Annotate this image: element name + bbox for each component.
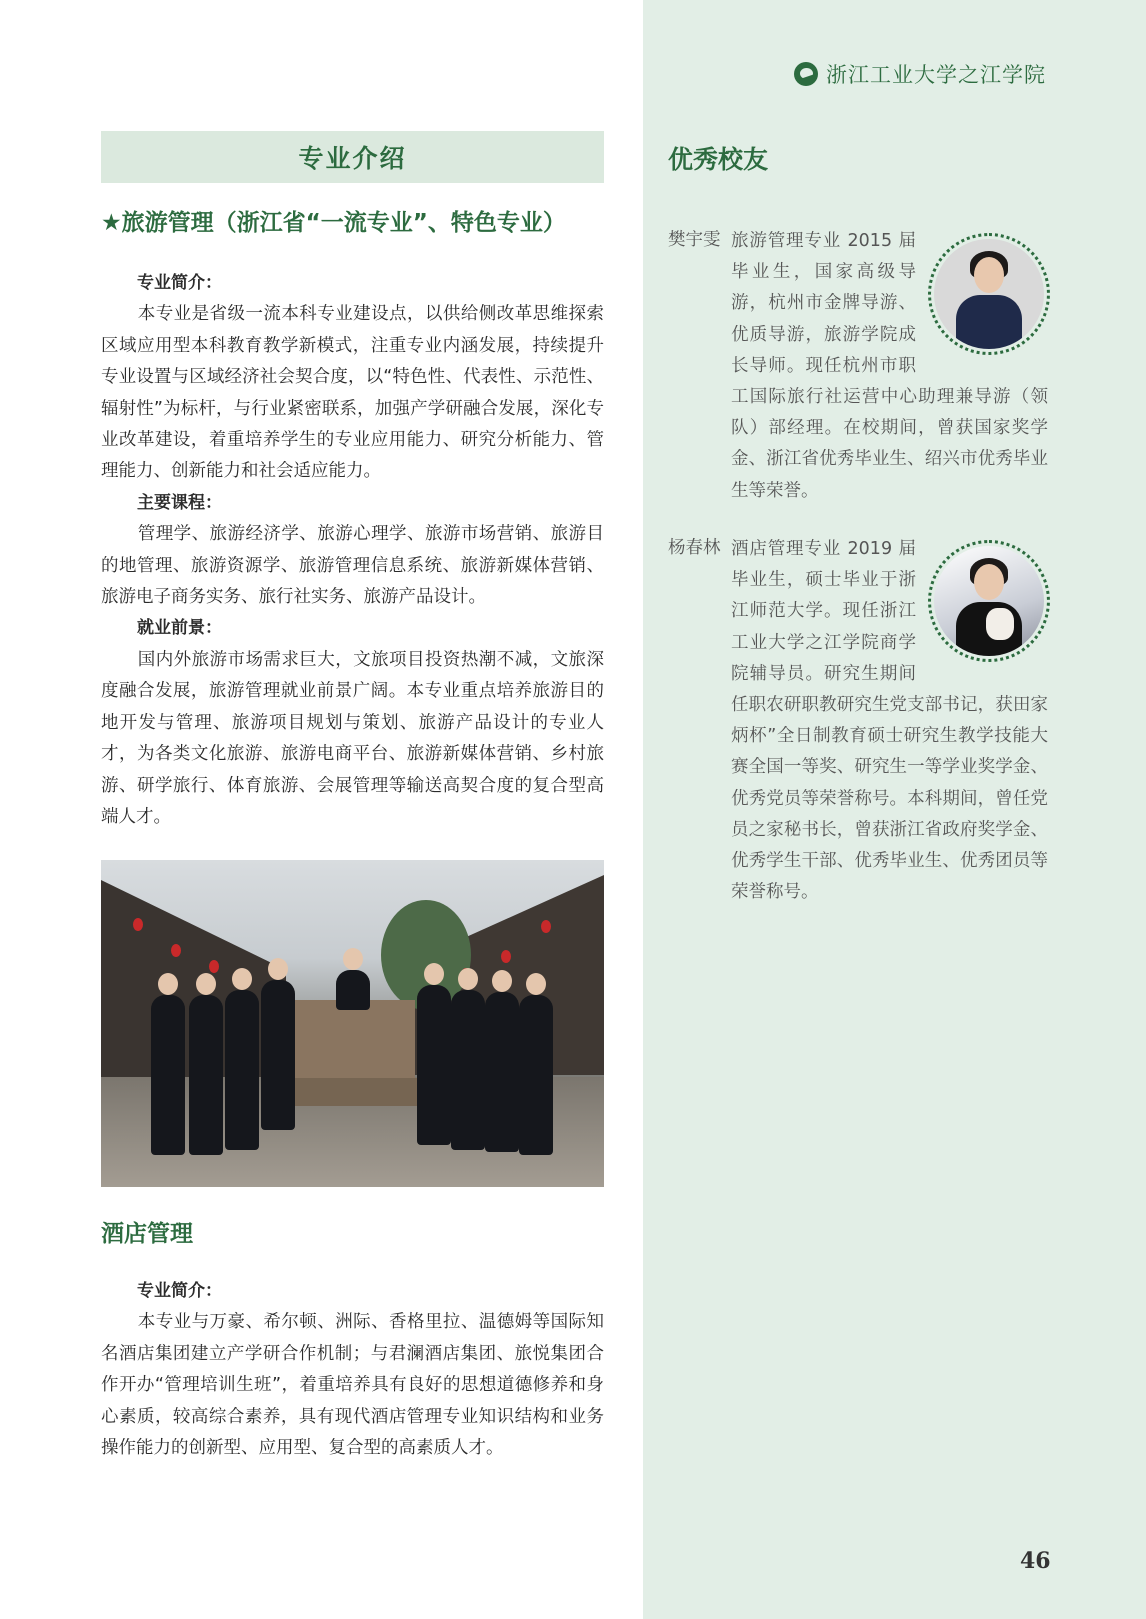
college-emblem-icon xyxy=(794,62,818,86)
alumni-avatar-1 xyxy=(928,233,1050,355)
avatar-head xyxy=(974,564,1004,600)
alumni-name-2: 杨春林 xyxy=(668,538,721,558)
avatar-head xyxy=(974,257,1004,293)
hotel-body xyxy=(101,1276,604,1464)
photo-monument-base xyxy=(279,1078,425,1106)
tourism-courses-label: 主要课程： xyxy=(137,492,222,513)
photo-lantern xyxy=(171,944,181,957)
tourism-courses-text: 管理学、旅游经济学、旅游心理学、旅游市场营销、旅游目的地管理、旅游资源学、旅游管理信息系统、旅游新媒体营销、旅游电子商务实务、旅行社实务、旅游产品设计。 xyxy=(101,524,604,608)
tourism-body xyxy=(101,268,604,833)
alumni-name-1: 樊宇雯 xyxy=(668,230,721,250)
alumni-bio-1-text: 旅游管理专业 2015 届毕业生，国家高级导游，杭州市金牌导游、优质导游，旅游学院成长导师。现任杭州市职工国际旅行社运营中心助理兼导游（领队）部经理。在校期间，曾获国家奖学金、浙江省优秀毕业生、绍兴市优秀毕业生等荣誉。 xyxy=(731,231,1048,501)
hotel-intro-label: 专业简介： xyxy=(137,1281,222,1301)
tourism-career-text: 国内外旅游市场需求巨大，文旅项目投资热潮不减，文旅深度融合发展，旅游管理就业前景广阔。本专业重点培养旅游目的地开发与管理、旅游项目规划与策划、旅游产品设计的专业人才，为各类文化旅游、旅游电商平台、旅游新媒体营销、乡村旅游、研学旅行、体育旅游、会展管理等输送高契合度的复合型高端人才。 xyxy=(101,649,604,827)
photo-lantern xyxy=(541,920,551,933)
avatar-photo xyxy=(934,239,1044,349)
photo-person xyxy=(261,980,295,1130)
tourism-intro-label: 专业简介： xyxy=(137,273,222,293)
section-header: 专业介绍 xyxy=(101,131,604,183)
photo-person xyxy=(189,995,223,1155)
tourism-title: ★旅游管理（浙江省“一流专业”、特色专业） xyxy=(101,210,566,236)
alumni-title: 优秀校友 xyxy=(668,145,769,174)
photo-person xyxy=(451,990,485,1150)
hotel-title: 酒店管理 xyxy=(101,1221,193,1247)
photo-person xyxy=(485,992,519,1152)
alumni-avatar-2 xyxy=(928,540,1050,662)
logo-text: 浙江工业大学之江学院 xyxy=(826,63,1046,87)
alumni-bio-2-text: 酒店管理专业 2019 届毕业生，硕士毕业于浙江师范大学。现任浙江工业大学之江学院商学院辅导员。研究生期间任职农研职教研究生党支部书记，获田家炳杯”全日制教育硕士研究生教学技能大赛全国一等奖、研究生一等学业奖学金、优秀党员等荣誉称号。本科期间，曾任党员之家秘书长，曾获浙江省政府奖学金、优秀学生干部、优秀毕业生、优秀团员等荣誉称号。 xyxy=(731,539,1048,903)
avatar-suit xyxy=(956,295,1022,349)
photo-lantern xyxy=(501,950,511,963)
group-photo xyxy=(101,860,604,1187)
photo-person xyxy=(417,985,451,1145)
college-logo xyxy=(794,58,1046,90)
avatar-photo xyxy=(934,546,1044,656)
photo-person xyxy=(336,970,370,1010)
page-number: 46 xyxy=(1020,1548,1051,1574)
photo-person xyxy=(519,995,553,1155)
photo-person xyxy=(225,990,259,1150)
avatar-bouquet xyxy=(986,608,1014,640)
photo-lantern xyxy=(209,960,219,973)
tourism-intro-text: 本专业是省级一流本科专业建设点，以供给侧改革思维探索区域应用型本科教育教学新模式，注重专业内涵发展，持续提升专业设置与区域经济社会契合度，以“特色性、代表性、示范性、辐射性”为标杆，与行业紧密联系，加强产学研融合发展，深化专业改革建设，着重培养学生的专业应用能力、研究分析能力、管理能力、创新能力和社会适应能力。 xyxy=(101,304,604,482)
hotel-intro-text: 本专业与万豪、希尔顿、洲际、香格里拉、温德姆等国际知名酒店集团建立产学研合作机制；与君澜酒店集团、旅悦集团合作开办“管理培训生班”，着重培养具有良好的思想道德修养和身心素质，较高综合素养，具有现代酒店管理专业知识结构和业务操作能力的创新型、应用型、复合型的高素质人才。 xyxy=(101,1312,604,1459)
photo-lantern xyxy=(133,918,143,931)
photo-monument xyxy=(289,1000,415,1080)
tourism-career-label: 就业前景： xyxy=(137,618,222,639)
photo-person xyxy=(151,995,185,1155)
